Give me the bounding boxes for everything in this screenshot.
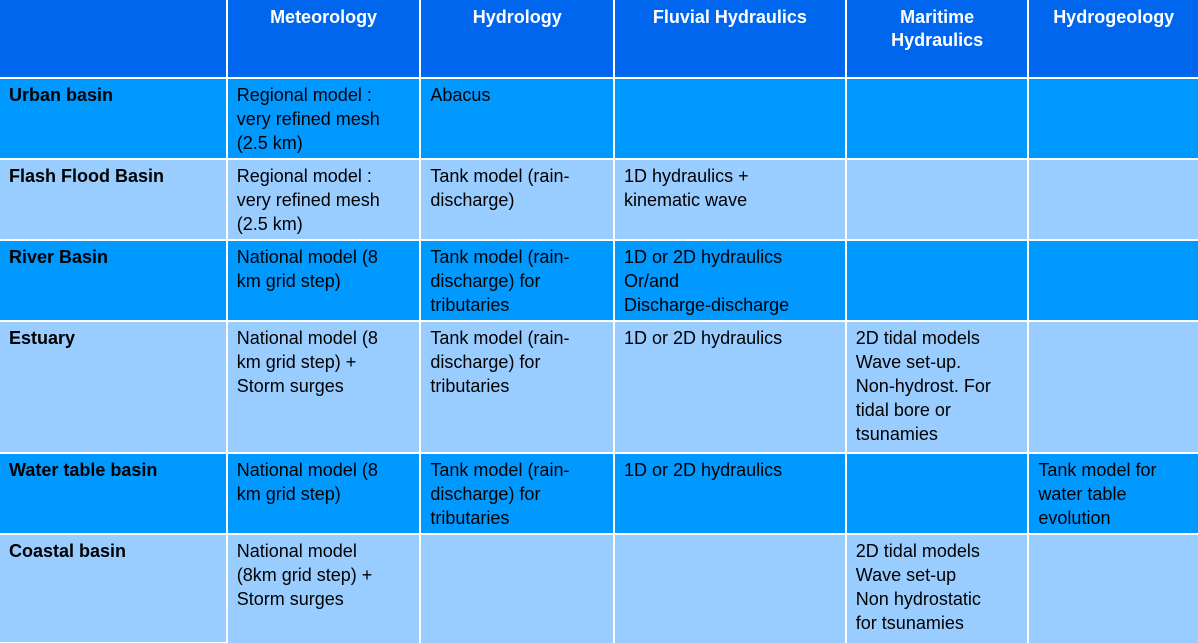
table-cell: Regional model : very refined mesh (2.5 km) [227, 159, 421, 240]
row-label: Coastal basin [0, 534, 227, 643]
table-cell: Regional model : very refined mesh (2.5 km) [227, 78, 421, 159]
row-label: Urban basin [0, 78, 227, 159]
table-cell: Tank model (rain- discharge) for tributaries [420, 453, 614, 534]
corner-header [0, 0, 227, 78]
header-row [0, 0, 1198, 78]
table-cell: Abacus [420, 78, 614, 159]
table-cell [614, 534, 846, 643]
table-cell: Tank model (rain- discharge) [420, 159, 614, 240]
table-cell [1028, 159, 1198, 240]
table-cell: Tank model (rain- discharge) for tributaries [420, 321, 614, 453]
table-cell [614, 78, 846, 159]
table-cell [1028, 534, 1198, 643]
table-cell: National model (8 km grid step) + Storm surges [227, 321, 421, 453]
column-header-fluvial-hydraulics: Fluvial Hydraulics [614, 0, 846, 78]
table-cell: National model (8 km grid step) [227, 240, 421, 321]
column-header-hydrogeology: Hydrogeology [1028, 0, 1198, 78]
column-header-maritime-hydraulics: Maritime Hydraulics [846, 0, 1029, 78]
table-row-coastal-basin [0, 534, 1198, 643]
table-cell: Tank model (rain- discharge) for tributaries [420, 240, 614, 321]
table-cell: 2D tidal models Wave set-up Non hydrostatic for tsunamies [846, 534, 1029, 643]
table-cell: 1D or 2D hydraulics [614, 453, 846, 534]
table-row-flash-flood-basin [0, 159, 1198, 240]
row-label: River Basin [0, 240, 227, 321]
table-cell [846, 159, 1029, 240]
table-row-urban-basin [0, 78, 1198, 159]
table-cell [846, 240, 1029, 321]
table-row-river-basin [0, 240, 1198, 321]
table-cell [1028, 78, 1198, 159]
table-cell [420, 534, 614, 643]
column-header-meteorology: Meteorology [227, 0, 421, 78]
column-header-hydrology: Hydrology [420, 0, 614, 78]
table-cell: 2D tidal models Wave set-up. Non-hydrost. For tidal bore or tsunamies [846, 321, 1029, 453]
row-label: Water table basin [0, 453, 227, 534]
table-cell [1028, 321, 1198, 453]
table-row-water-table-basin [0, 453, 1198, 534]
table-cell: 1D or 2D hydraulics [614, 321, 846, 453]
table-cell [846, 453, 1029, 534]
table-cell: National model (8 km grid step) [227, 453, 421, 534]
table-cell: Tank model for water table evolution [1028, 453, 1198, 534]
row-label: Estuary [0, 321, 227, 453]
table-cell [846, 78, 1029, 159]
table-cell: 1D hydraulics + kinematic wave [614, 159, 846, 240]
row-label: Flash Flood Basin [0, 159, 227, 240]
table-cell [1028, 240, 1198, 321]
table-cell: 1D or 2D hydraulics Or/and Discharge-discharge [614, 240, 846, 321]
table-cell: National model (8km grid step) + Storm surges [227, 534, 421, 643]
table-row-estuary [0, 321, 1198, 453]
